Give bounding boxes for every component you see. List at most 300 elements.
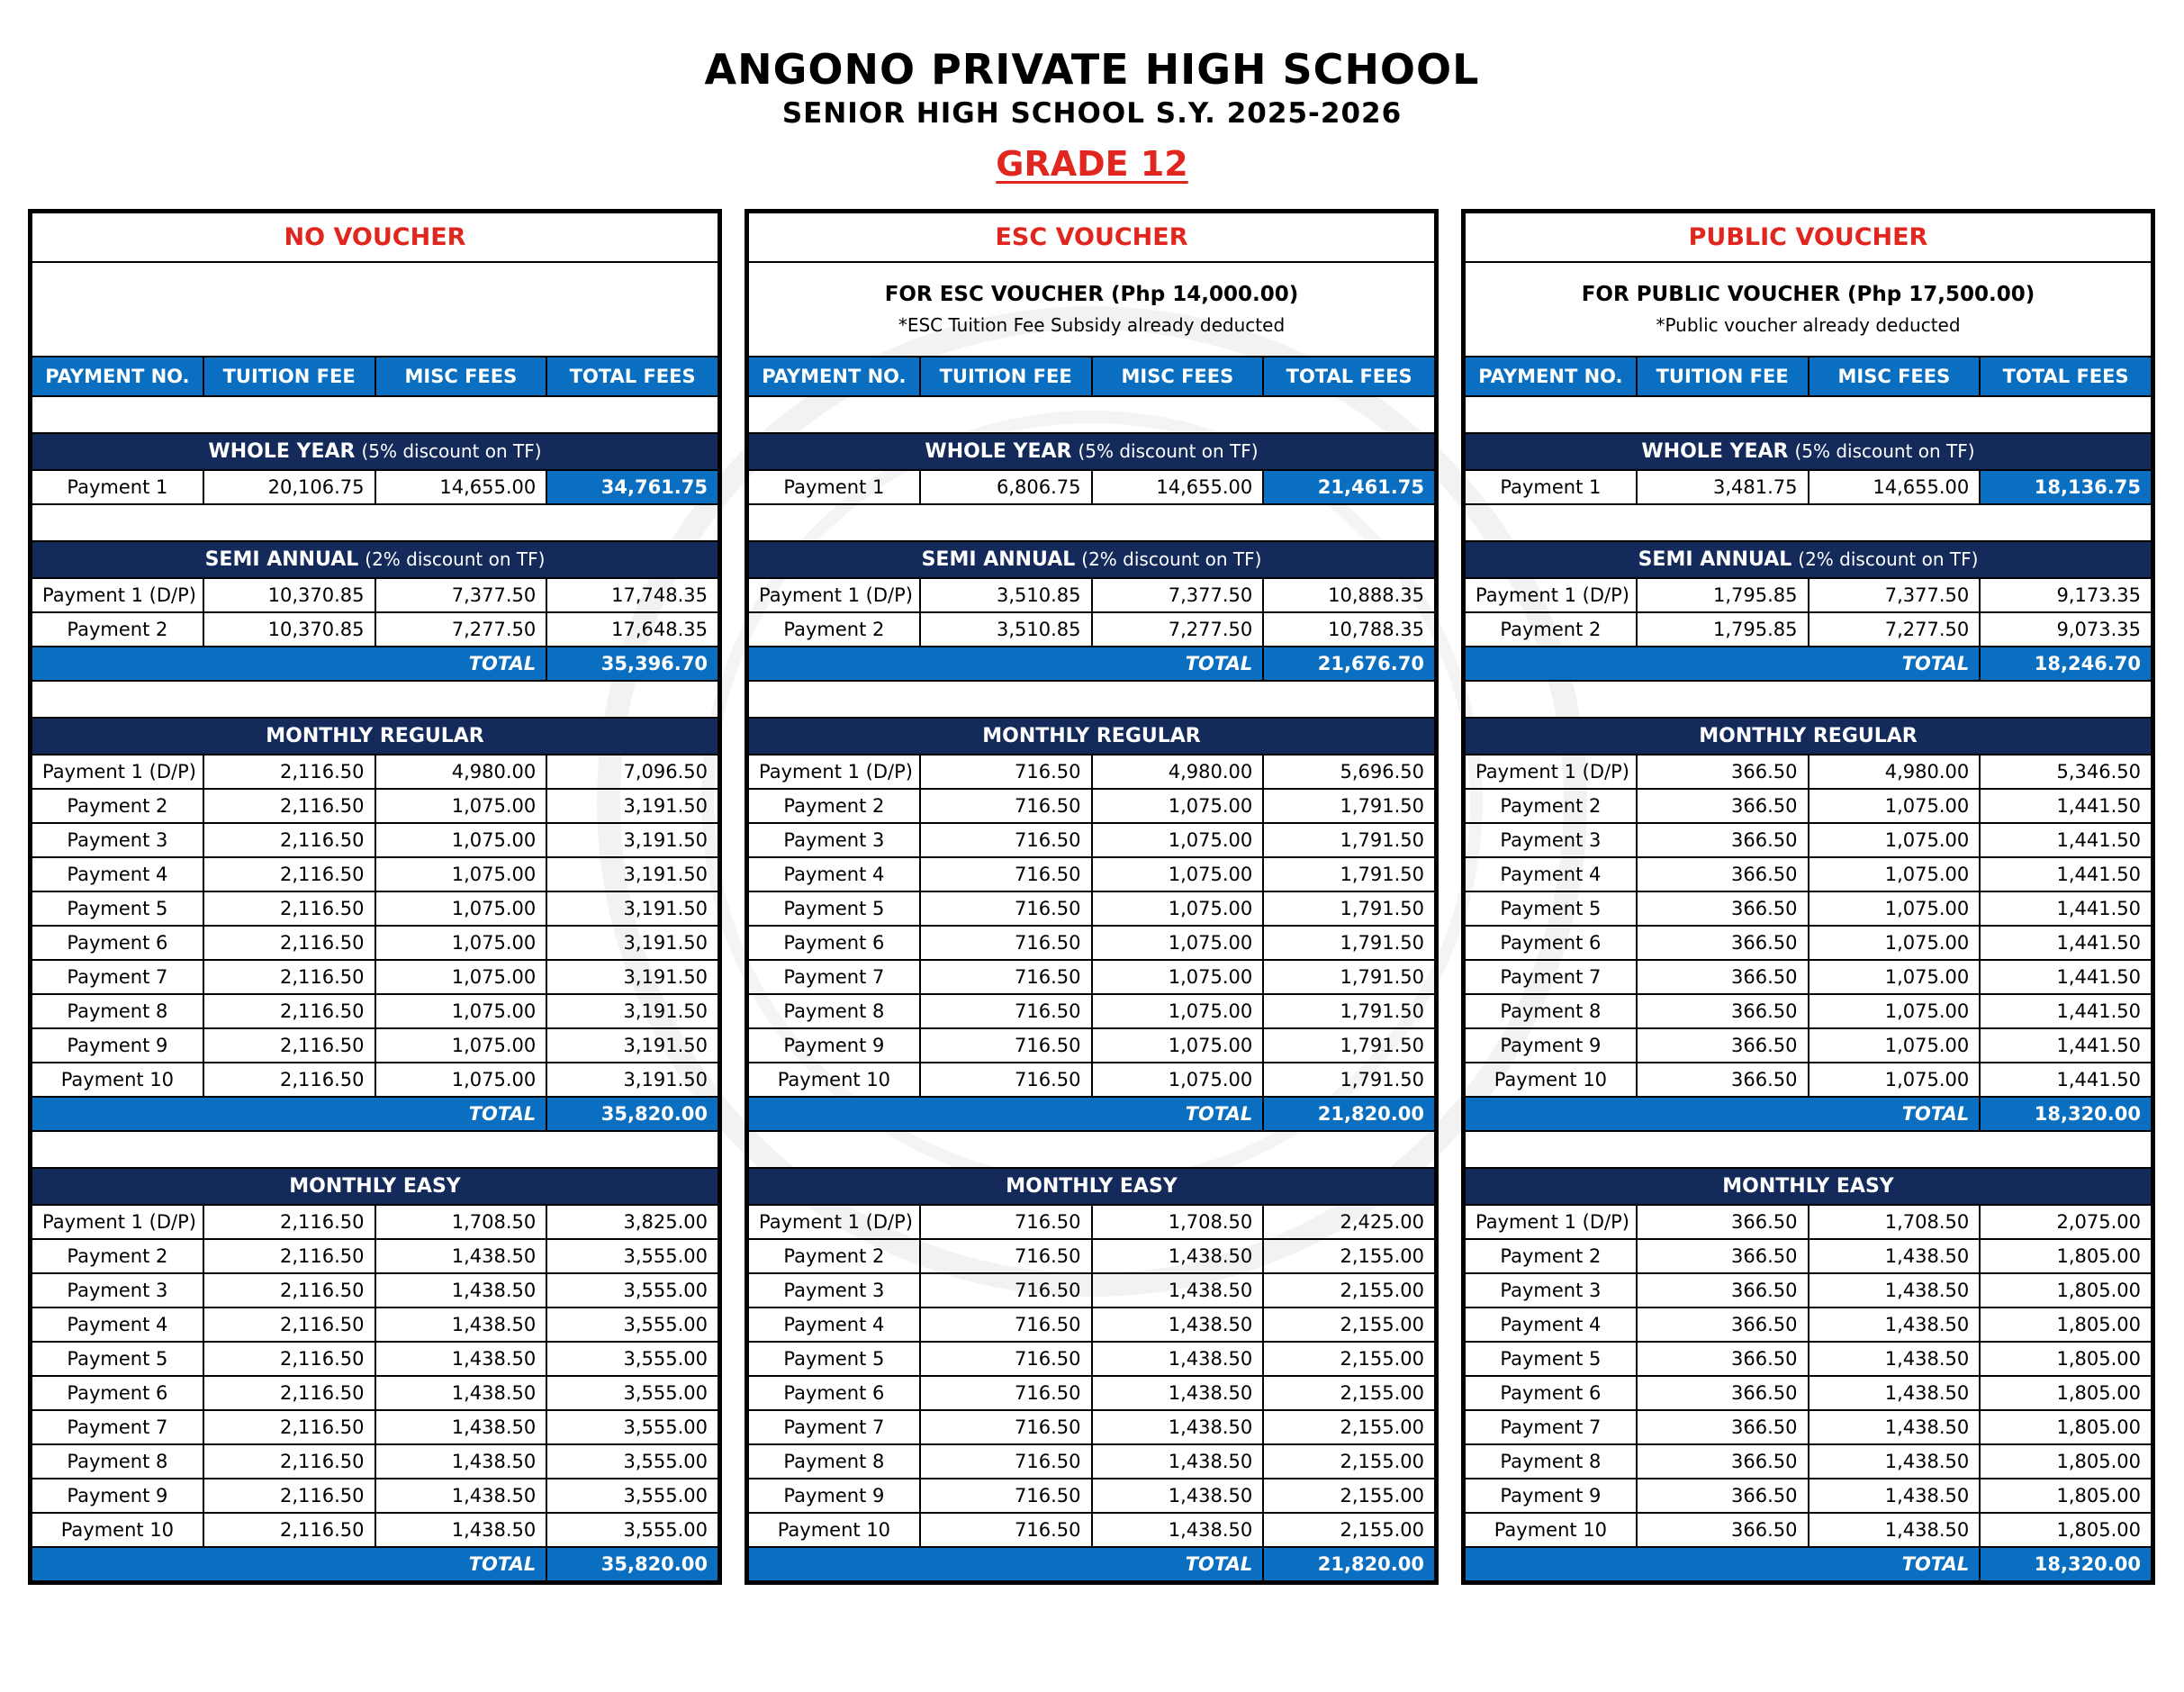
table-row bbox=[32, 578, 718, 612]
fee-table bbox=[747, 212, 1436, 1582]
misc-fees: 1,075.00 bbox=[375, 994, 547, 1028]
table-row bbox=[748, 578, 1435, 612]
misc-fees: 1,075.00 bbox=[1809, 994, 1981, 1028]
payment-no: Payment 8 bbox=[32, 994, 203, 1028]
spacer-row bbox=[1465, 681, 2152, 718]
total-value: 18,320.00 bbox=[1980, 1547, 2152, 1581]
payment-no: Payment 6 bbox=[1465, 1376, 1637, 1410]
table-row bbox=[748, 1513, 1435, 1547]
payment-no: Payment 1 (D/P) bbox=[32, 755, 203, 789]
section-title: WHOLE YEAR bbox=[925, 440, 1072, 463]
table-row bbox=[32, 1205, 718, 1239]
total-row bbox=[32, 1097, 718, 1131]
payment-no: Payment 1 (D/P) bbox=[748, 755, 920, 789]
misc-fees: 1,075.00 bbox=[1092, 926, 1264, 960]
payment-no: Payment 2 bbox=[32, 789, 203, 823]
voucher-note-sub: *Public voucher already deducted bbox=[1656, 313, 1961, 336]
section-discount: (5% discount on TF) bbox=[361, 440, 542, 462]
tuition-fee: 2,116.50 bbox=[203, 755, 375, 789]
total-fees: 1,441.50 bbox=[1980, 960, 2152, 994]
table-row bbox=[1465, 1376, 2152, 1410]
payment-no: Payment 6 bbox=[1465, 926, 1637, 960]
table-row bbox=[1465, 1063, 2152, 1097]
total-fees: 1,441.50 bbox=[1980, 857, 2152, 891]
payment-no: Payment 4 bbox=[32, 857, 203, 891]
total-value: 21,676.70 bbox=[1263, 647, 1435, 681]
total-fees: 17,748.35 bbox=[546, 578, 718, 612]
column-header: TOTAL FEES bbox=[546, 357, 718, 396]
tuition-fee: 2,116.50 bbox=[203, 1342, 375, 1376]
total-label: TOTAL bbox=[748, 1097, 1263, 1131]
table-row bbox=[1465, 857, 2152, 891]
table-row bbox=[32, 1479, 718, 1513]
payment-no: Payment 7 bbox=[748, 1410, 920, 1444]
table-row bbox=[748, 960, 1435, 994]
table-row bbox=[748, 1239, 1435, 1273]
tuition-fee: 2,116.50 bbox=[203, 857, 375, 891]
tuition-fee: 2,116.50 bbox=[203, 1513, 375, 1547]
tuition-fee: 10,370.85 bbox=[203, 578, 375, 612]
tuition-fee: 366.50 bbox=[1637, 891, 1809, 926]
misc-fees: 7,277.50 bbox=[1092, 612, 1264, 647]
tuition-fee: 366.50 bbox=[1637, 1239, 1809, 1273]
column-header: MISC FEES bbox=[375, 357, 547, 396]
table-row bbox=[1465, 926, 2152, 960]
total-fees: 9,173.35 bbox=[1980, 578, 2152, 612]
tuition-fee: 2,116.50 bbox=[203, 823, 375, 857]
total-fees: 1,791.50 bbox=[1263, 960, 1435, 994]
table-row bbox=[32, 1063, 718, 1097]
column-header: PAYMENT NO. bbox=[1465, 357, 1637, 396]
misc-fees: 1,075.00 bbox=[1809, 857, 1981, 891]
payment-no: Payment 3 bbox=[748, 823, 920, 857]
tuition-fee: 716.50 bbox=[920, 857, 1092, 891]
tuition-fee: 366.50 bbox=[1637, 926, 1809, 960]
total-fees: 1,805.00 bbox=[1980, 1239, 2152, 1273]
misc-fees: 1,438.50 bbox=[1809, 1410, 1981, 1444]
payment-no: Payment 1 bbox=[748, 470, 920, 504]
payment-no: Payment 1 (D/P) bbox=[748, 1205, 920, 1239]
column-header: TOTAL FEES bbox=[1980, 357, 2152, 396]
total-row bbox=[748, 1547, 1435, 1581]
payment-no: Payment 7 bbox=[32, 960, 203, 994]
total-fees: 3,555.00 bbox=[546, 1479, 718, 1513]
table-row bbox=[32, 1444, 718, 1479]
panel-title: ESC VOUCHER bbox=[748, 213, 1435, 262]
total-fees: 3,555.00 bbox=[546, 1239, 718, 1273]
tuition-fee: 716.50 bbox=[920, 1273, 1092, 1307]
tuition-fee: 2,116.50 bbox=[203, 1273, 375, 1307]
total-fees: 1,805.00 bbox=[1980, 1410, 2152, 1444]
column-header: TUITION FEE bbox=[920, 357, 1092, 396]
payment-no: Payment 2 bbox=[32, 1239, 203, 1273]
tuition-fee: 2,116.50 bbox=[203, 994, 375, 1028]
total-fees: 2,155.00 bbox=[1263, 1307, 1435, 1342]
misc-fees: 1,075.00 bbox=[375, 857, 547, 891]
fee-panel bbox=[28, 209, 722, 1585]
table-row bbox=[32, 1376, 718, 1410]
section-discount: (5% discount on TF) bbox=[1794, 440, 1975, 462]
misc-fees: 1,438.50 bbox=[1092, 1513, 1264, 1547]
payment-no: Payment 8 bbox=[1465, 994, 1637, 1028]
spacer-row bbox=[32, 681, 718, 718]
total-fees: 34,761.75 bbox=[546, 470, 718, 504]
misc-fees: 1,438.50 bbox=[1809, 1479, 1981, 1513]
payment-no: Payment 2 bbox=[748, 1239, 920, 1273]
payment-no: Payment 6 bbox=[748, 926, 920, 960]
payment-no: Payment 10 bbox=[1465, 1513, 1637, 1547]
tuition-fee: 2,116.50 bbox=[203, 1376, 375, 1410]
misc-fees: 1,438.50 bbox=[375, 1273, 547, 1307]
tuition-fee: 366.50 bbox=[1637, 1444, 1809, 1479]
spacer-row bbox=[32, 504, 718, 541]
total-fees: 1,791.50 bbox=[1263, 789, 1435, 823]
table-row bbox=[32, 1513, 718, 1547]
payment-no: Payment 8 bbox=[748, 1444, 920, 1479]
payment-no: Payment 7 bbox=[1465, 960, 1637, 994]
payment-no: Payment 9 bbox=[32, 1479, 203, 1513]
table-row bbox=[748, 1273, 1435, 1307]
section-title: MONTHLY REGULAR bbox=[1699, 725, 1918, 747]
tuition-fee: 366.50 bbox=[1637, 994, 1809, 1028]
total-value: 35,820.00 bbox=[546, 1547, 718, 1581]
total-value: 35,820.00 bbox=[546, 1097, 718, 1131]
tuition-fee: 366.50 bbox=[1637, 1410, 1809, 1444]
total-fees: 3,191.50 bbox=[546, 891, 718, 926]
payment-no: Payment 4 bbox=[1465, 857, 1637, 891]
tuition-fee: 366.50 bbox=[1637, 960, 1809, 994]
spacer-row bbox=[32, 396, 718, 433]
table-row bbox=[748, 789, 1435, 823]
misc-fees: 1,438.50 bbox=[1092, 1479, 1264, 1513]
misc-fees: 1,075.00 bbox=[1092, 789, 1264, 823]
total-fees: 10,788.35 bbox=[1263, 612, 1435, 647]
table-row bbox=[32, 1273, 718, 1307]
payment-no: Payment 9 bbox=[748, 1028, 920, 1063]
fee-table bbox=[31, 212, 719, 1582]
payment-no: Payment 7 bbox=[1465, 1410, 1637, 1444]
table-row bbox=[1465, 1028, 2152, 1063]
total-fees: 1,791.50 bbox=[1263, 823, 1435, 857]
grade-level: GRADE 12 bbox=[996, 144, 1188, 184]
misc-fees: 1,438.50 bbox=[1809, 1307, 1981, 1342]
total-fees: 1,441.50 bbox=[1980, 789, 2152, 823]
tuition-fee: 2,116.50 bbox=[203, 1239, 375, 1273]
table-row bbox=[1465, 755, 2152, 789]
total-value: 21,820.00 bbox=[1263, 1547, 1435, 1581]
misc-fees: 4,980.00 bbox=[1809, 755, 1981, 789]
total-fees: 3,555.00 bbox=[546, 1376, 718, 1410]
table-row bbox=[748, 1376, 1435, 1410]
table-row bbox=[748, 1410, 1435, 1444]
table-row bbox=[748, 755, 1435, 789]
table-row bbox=[32, 960, 718, 994]
payment-no: Payment 9 bbox=[1465, 1028, 1637, 1063]
tuition-fee: 716.50 bbox=[920, 1239, 1092, 1273]
total-value: 18,246.70 bbox=[1980, 647, 2152, 681]
table-row bbox=[32, 891, 718, 926]
tuition-fee: 2,116.50 bbox=[203, 1063, 375, 1097]
table-row bbox=[748, 926, 1435, 960]
misc-fees: 4,980.00 bbox=[1092, 755, 1264, 789]
total-fees: 2,155.00 bbox=[1263, 1410, 1435, 1444]
total-row bbox=[748, 647, 1435, 681]
table-row bbox=[32, 789, 718, 823]
payment-no: Payment 5 bbox=[1465, 1342, 1637, 1376]
total-label: TOTAL bbox=[32, 647, 546, 681]
payment-no: Payment 7 bbox=[32, 1410, 203, 1444]
fee-panel bbox=[745, 209, 1439, 1585]
misc-fees: 7,277.50 bbox=[375, 612, 547, 647]
section-discount: (5% discount on TF) bbox=[1078, 440, 1259, 462]
misc-fees: 1,075.00 bbox=[1809, 960, 1981, 994]
payment-no: Payment 3 bbox=[1465, 823, 1637, 857]
fee-table bbox=[1464, 212, 2152, 1582]
spacer-row bbox=[1465, 1131, 2152, 1168]
column-header: TOTAL FEES bbox=[1263, 357, 1435, 396]
misc-fees: 1,438.50 bbox=[1092, 1342, 1264, 1376]
total-fees: 1,441.50 bbox=[1980, 926, 2152, 960]
section-header bbox=[1465, 541, 2152, 578]
total-fees: 9,073.35 bbox=[1980, 612, 2152, 647]
total-fees: 2,075.00 bbox=[1980, 1205, 2152, 1239]
payment-no: Payment 5 bbox=[1465, 891, 1637, 926]
payment-no: Payment 1 bbox=[32, 470, 203, 504]
total-fees: 2,155.00 bbox=[1263, 1376, 1435, 1410]
section-header bbox=[32, 1168, 718, 1205]
misc-fees: 1,438.50 bbox=[375, 1410, 547, 1444]
misc-fees: 1,075.00 bbox=[1809, 926, 1981, 960]
total-fees: 3,825.00 bbox=[546, 1205, 718, 1239]
tuition-fee: 3,481.75 bbox=[1637, 470, 1809, 504]
tuition-fee: 2,116.50 bbox=[203, 1479, 375, 1513]
section-title: SEMI ANNUAL bbox=[921, 548, 1076, 571]
table-row bbox=[748, 1479, 1435, 1513]
table-row bbox=[1465, 1342, 2152, 1376]
total-fees: 1,441.50 bbox=[1980, 891, 2152, 926]
tuition-fee: 2,116.50 bbox=[203, 1410, 375, 1444]
payment-no: Payment 5 bbox=[748, 1342, 920, 1376]
total-fees: 1,791.50 bbox=[1263, 1063, 1435, 1097]
total-row bbox=[748, 1097, 1435, 1131]
table-row bbox=[32, 1410, 718, 1444]
section-title: SEMI ANNUAL bbox=[1638, 548, 1792, 571]
payment-no: Payment 4 bbox=[1465, 1307, 1637, 1342]
total-fees: 3,555.00 bbox=[546, 1444, 718, 1479]
payment-no: Payment 7 bbox=[748, 960, 920, 994]
total-fees: 1,441.50 bbox=[1980, 823, 2152, 857]
tuition-fee: 6,806.75 bbox=[920, 470, 1092, 504]
tuition-fee: 366.50 bbox=[1637, 1028, 1809, 1063]
total-fees: 2,155.00 bbox=[1263, 1479, 1435, 1513]
payment-no: Payment 9 bbox=[748, 1479, 920, 1513]
table-row bbox=[748, 1028, 1435, 1063]
tuition-fee: 3,510.85 bbox=[920, 612, 1092, 647]
table-row bbox=[1465, 1444, 2152, 1479]
section-title: SEMI ANNUAL bbox=[204, 548, 359, 571]
column-header: TUITION FEE bbox=[1637, 357, 1809, 396]
total-label: TOTAL bbox=[32, 1097, 546, 1131]
section-header bbox=[748, 433, 1435, 470]
table-row bbox=[1465, 1239, 2152, 1273]
total-label: TOTAL bbox=[748, 1547, 1263, 1581]
total-value: 21,820.00 bbox=[1263, 1097, 1435, 1131]
table-row bbox=[1465, 823, 2152, 857]
payment-no: Payment 10 bbox=[748, 1063, 920, 1097]
section-header bbox=[748, 541, 1435, 578]
table-row bbox=[1465, 1205, 2152, 1239]
tuition-fee: 716.50 bbox=[920, 1479, 1092, 1513]
payment-no: Payment 5 bbox=[748, 891, 920, 926]
total-fees: 2,155.00 bbox=[1263, 1342, 1435, 1376]
misc-fees: 1,075.00 bbox=[1092, 857, 1264, 891]
tuition-fee: 366.50 bbox=[1637, 857, 1809, 891]
tuition-fee: 20,106.75 bbox=[203, 470, 375, 504]
tuition-fee: 716.50 bbox=[920, 1028, 1092, 1063]
payment-no: Payment 2 bbox=[748, 789, 920, 823]
table-row bbox=[1465, 1513, 2152, 1547]
total-row bbox=[1465, 1547, 2152, 1581]
misc-fees: 1,075.00 bbox=[375, 1063, 547, 1097]
spacer-row bbox=[748, 396, 1435, 433]
table-row bbox=[1465, 1307, 2152, 1342]
tuition-fee: 716.50 bbox=[920, 1444, 1092, 1479]
misc-fees: 1,438.50 bbox=[375, 1444, 547, 1479]
misc-fees: 1,438.50 bbox=[1809, 1239, 1981, 1273]
total-fees: 1,805.00 bbox=[1980, 1479, 2152, 1513]
payment-no: Payment 2 bbox=[1465, 789, 1637, 823]
table-row bbox=[1465, 891, 2152, 926]
payment-no: Payment 5 bbox=[32, 1342, 203, 1376]
section-header bbox=[1465, 718, 2152, 755]
misc-fees: 1,075.00 bbox=[375, 823, 547, 857]
total-fees: 1,791.50 bbox=[1263, 1028, 1435, 1063]
misc-fees: 1,075.00 bbox=[1809, 891, 1981, 926]
section-header bbox=[32, 541, 718, 578]
section-header bbox=[1465, 1168, 2152, 1205]
misc-fees: 1,075.00 bbox=[375, 891, 547, 926]
misc-fees: 1,075.00 bbox=[1092, 994, 1264, 1028]
payment-no: Payment 6 bbox=[748, 1376, 920, 1410]
tuition-fee: 366.50 bbox=[1637, 1205, 1809, 1239]
table-row bbox=[748, 823, 1435, 857]
misc-fees: 14,655.00 bbox=[375, 470, 547, 504]
table-row bbox=[32, 926, 718, 960]
misc-fees: 1,075.00 bbox=[1092, 1063, 1264, 1097]
misc-fees: 1,075.00 bbox=[1092, 823, 1264, 857]
tuition-fee: 716.50 bbox=[920, 1063, 1092, 1097]
total-fees: 3,191.50 bbox=[546, 857, 718, 891]
total-fees: 1,441.50 bbox=[1980, 1028, 2152, 1063]
table-row bbox=[1465, 1273, 2152, 1307]
payment-no: Payment 3 bbox=[748, 1273, 920, 1307]
payment-no: Payment 10 bbox=[32, 1513, 203, 1547]
section-header bbox=[748, 1168, 1435, 1205]
section-discount: (2% discount on TF) bbox=[1081, 548, 1262, 570]
total-fees: 1,805.00 bbox=[1980, 1273, 2152, 1307]
section-title: WHOLE YEAR bbox=[208, 440, 356, 463]
payment-no: Payment 2 bbox=[32, 612, 203, 647]
payment-no: Payment 10 bbox=[32, 1063, 203, 1097]
misc-fees: 1,438.50 bbox=[375, 1239, 547, 1273]
misc-fees: 1,438.50 bbox=[1809, 1342, 1981, 1376]
spacer-row bbox=[748, 1131, 1435, 1168]
payment-no: Payment 9 bbox=[1465, 1479, 1637, 1513]
table-row bbox=[32, 470, 718, 504]
misc-fees: 1,438.50 bbox=[1809, 1273, 1981, 1307]
payment-no: Payment 8 bbox=[1465, 1444, 1637, 1479]
table-row bbox=[748, 1444, 1435, 1479]
fee-panel bbox=[1461, 209, 2155, 1585]
payment-no: Payment 3 bbox=[32, 823, 203, 857]
total-fees: 1,791.50 bbox=[1263, 891, 1435, 926]
tuition-fee: 366.50 bbox=[1637, 1513, 1809, 1547]
misc-fees: 1,075.00 bbox=[1092, 891, 1264, 926]
misc-fees: 7,377.50 bbox=[1809, 578, 1981, 612]
tuition-fee: 366.50 bbox=[1637, 1273, 1809, 1307]
voucher-note-sub: *ESC Tuition Fee Subsidy already deducted bbox=[898, 313, 1286, 336]
column-header: MISC FEES bbox=[1092, 357, 1264, 396]
tuition-fee: 10,370.85 bbox=[203, 612, 375, 647]
total-fees: 2,425.00 bbox=[1263, 1205, 1435, 1239]
misc-fees: 7,277.50 bbox=[1809, 612, 1981, 647]
total-fees: 1,791.50 bbox=[1263, 926, 1435, 960]
misc-fees: 1,438.50 bbox=[1809, 1513, 1981, 1547]
payment-no: Payment 2 bbox=[1465, 1239, 1637, 1273]
total-fees: 1,441.50 bbox=[1980, 994, 2152, 1028]
payment-no: Payment 4 bbox=[748, 1307, 920, 1342]
misc-fees: 1,075.00 bbox=[1092, 1028, 1264, 1063]
total-fees: 1,791.50 bbox=[1263, 994, 1435, 1028]
misc-fees: 1,708.50 bbox=[1809, 1205, 1981, 1239]
total-fees: 3,191.50 bbox=[546, 789, 718, 823]
tuition-fee: 716.50 bbox=[920, 1513, 1092, 1547]
spacer-row bbox=[1465, 504, 2152, 541]
payment-no: Payment 1 (D/P) bbox=[1465, 578, 1637, 612]
payment-no: Payment 1 (D/P) bbox=[748, 578, 920, 612]
payment-no: Payment 5 bbox=[32, 891, 203, 926]
total-fees: 2,155.00 bbox=[1263, 1273, 1435, 1307]
tuition-fee: 716.50 bbox=[920, 926, 1092, 960]
tuition-fee: 2,116.50 bbox=[203, 1444, 375, 1479]
payment-no: Payment 1 (D/P) bbox=[1465, 755, 1637, 789]
total-fees: 10,888.35 bbox=[1263, 578, 1435, 612]
column-header: MISC FEES bbox=[1809, 357, 1981, 396]
tuition-fee: 716.50 bbox=[920, 891, 1092, 926]
tuition-fee: 1,795.85 bbox=[1637, 612, 1809, 647]
tuition-fee: 2,116.50 bbox=[203, 1028, 375, 1063]
spacer-row bbox=[748, 504, 1435, 541]
total-fees: 3,191.50 bbox=[546, 960, 718, 994]
total-fees: 3,191.50 bbox=[546, 994, 718, 1028]
section-title: MONTHLY EASY bbox=[1006, 1175, 1178, 1198]
tuition-fee: 2,116.50 bbox=[203, 926, 375, 960]
total-fees: 1,805.00 bbox=[1980, 1444, 2152, 1479]
payment-no: Payment 4 bbox=[32, 1307, 203, 1342]
tuition-fee: 716.50 bbox=[920, 1376, 1092, 1410]
voucher-note-main: FOR ESC VOUCHER (Php 14,000.00) bbox=[884, 282, 1299, 306]
payment-no: Payment 2 bbox=[1465, 612, 1637, 647]
tuition-fee: 366.50 bbox=[1637, 1307, 1809, 1342]
misc-fees: 1,438.50 bbox=[1092, 1376, 1264, 1410]
section-title: MONTHLY REGULAR bbox=[982, 725, 1201, 747]
misc-fees: 1,075.00 bbox=[375, 960, 547, 994]
table-row bbox=[32, 1028, 718, 1063]
section-title: WHOLE YEAR bbox=[1641, 440, 1789, 463]
payment-no: Payment 8 bbox=[32, 1444, 203, 1479]
panel-title: NO VOUCHER bbox=[32, 213, 718, 262]
table-row bbox=[32, 1342, 718, 1376]
